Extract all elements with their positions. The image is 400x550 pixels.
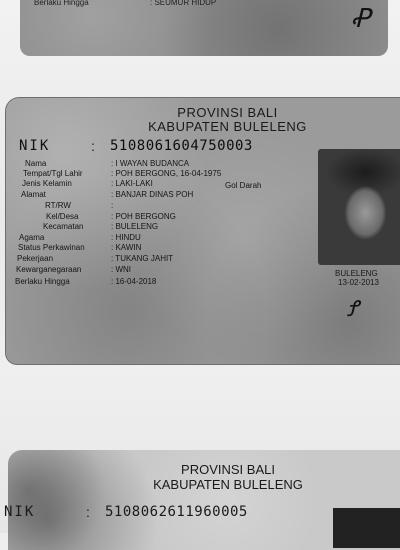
id-card-top-partial: [20, 0, 388, 56]
field-value: : TUKANG JAHIT: [111, 254, 174, 263]
issue-date: 13-02-2013: [338, 278, 379, 287]
field-label: Jenis Kelamin: [22, 179, 72, 188]
field-label: Nama: [25, 159, 47, 168]
field-label: Kewarganegaraan: [16, 265, 82, 274]
nik-label: NIK: [19, 138, 51, 154]
field-value: : KAWIN: [111, 243, 142, 252]
field-label: Kel/Desa: [46, 212, 79, 221]
nik-colon: :: [86, 504, 90, 520]
nik-colon: :: [91, 138, 95, 154]
top-card-value: : SEUMUR HIDUP: [150, 0, 217, 7]
regency-heading: KABUPATEN BULELENG: [153, 477, 303, 492]
id-card-bottom-partial: [4, 450, 400, 550]
nik-value: 5108061604750003: [110, 138, 253, 154]
province-heading: PROVINSI BALI: [177, 105, 278, 120]
field-label: Status Perkawinan: [18, 243, 85, 252]
holder-photo: [318, 149, 400, 265]
field-gol-darah-label: Gol Darah: [225, 181, 262, 190]
field-value: : BULELENG: [111, 222, 159, 231]
field-value: : WNI: [111, 265, 131, 274]
field-value: :: [111, 201, 114, 210]
field-value: : POH BERGONG: [111, 212, 176, 221]
issue-city: BULELENG: [335, 269, 378, 278]
province-heading: PROVINSI BALI: [181, 462, 275, 477]
field-label: Agama: [19, 233, 45, 242]
signature-icon: Ꝭ: [347, 297, 359, 322]
nik-value: 5108062611960005: [105, 504, 248, 520]
regency-heading: KABUPATEN BULELENG: [148, 119, 307, 134]
id-card-main: [5, 97, 400, 365]
field-label: RT/RW: [45, 201, 71, 210]
field-label: Pekerjaan: [17, 254, 54, 263]
field-label: Berlaku Hingga: [15, 277, 70, 286]
top-card-label: Berlaku Hingga: [34, 0, 89, 7]
nik-label: NIK: [4, 504, 36, 520]
field-value: : POH BERGONG, 16-04-1975: [111, 169, 222, 178]
field-label: Kecamatan: [43, 222, 84, 231]
field-value: : I WAYAN BUDANCA: [111, 159, 190, 168]
field-value: : HINDU: [111, 233, 141, 242]
field-value: : LAKI-LAKI: [111, 179, 153, 188]
holder-photo: [333, 508, 400, 548]
field-label: Alamat: [21, 190, 46, 199]
field-label: Tempat/Tgl Lahir: [23, 169, 83, 178]
signature-icon: Ꝓ: [350, 4, 370, 34]
field-value: : BANJAR DINAS POH: [111, 190, 194, 199]
field-value: : 16-04-2018: [111, 277, 157, 286]
